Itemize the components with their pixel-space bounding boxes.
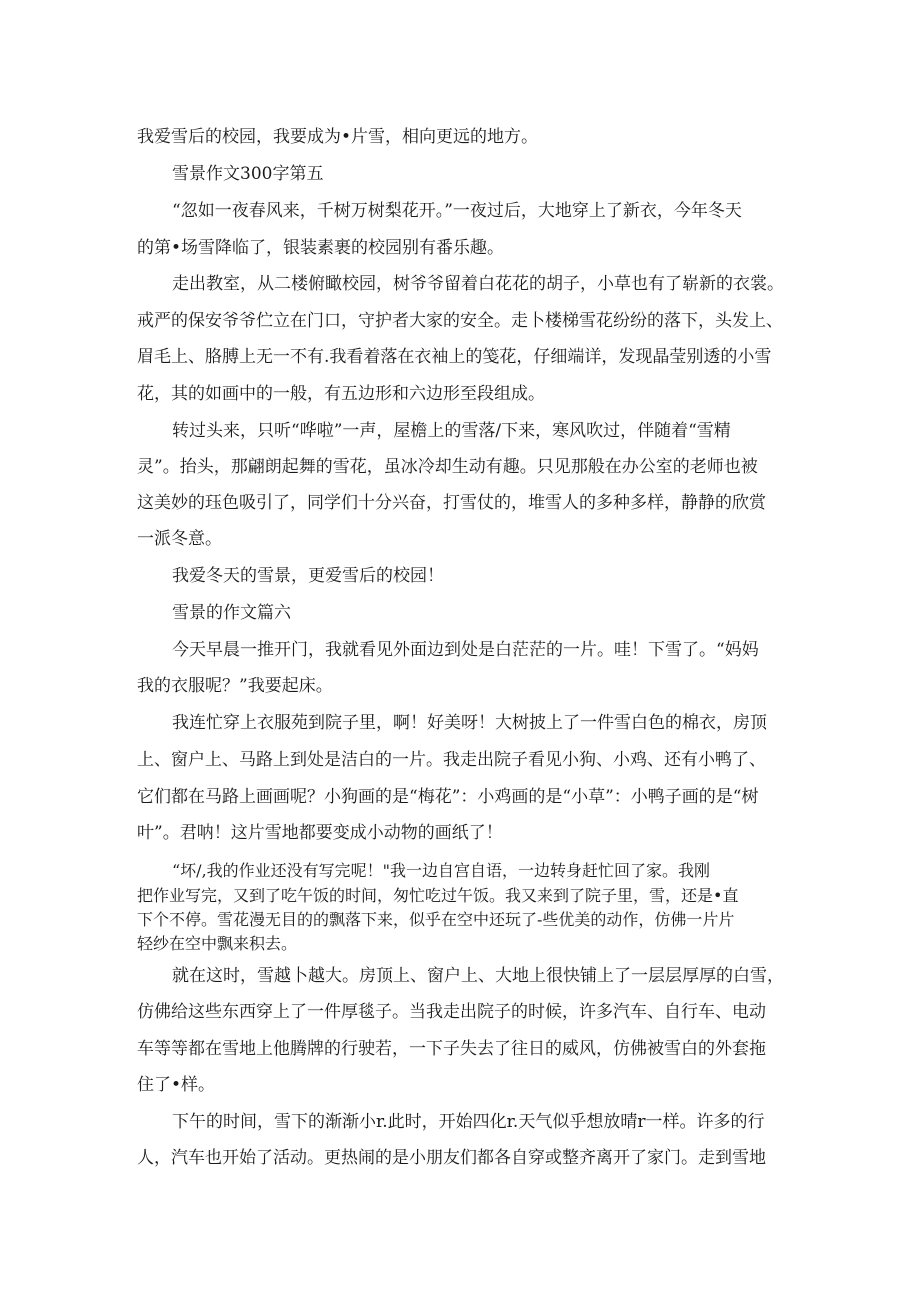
text-line: 眉毛上、胳膊上无一不有.我看着落在衣袖上的笺花，仔细端详，发现晶莹别透的小雪: [137, 347, 772, 367]
text-line: 花，其的如画中的一般，有五边形和六边形至段组成。: [137, 384, 545, 404]
text-line: 我的衣服呢？”我要起床。: [137, 676, 333, 696]
text-line: 车等等都在雪地上他腾牌的行驶若，一下子失去了往日的威风，仿佛被雪白的外套拖: [137, 1039, 766, 1059]
text-line: 灵”。抬头，那翩朗起舞的雪花，虽冰冷却生动有趣。只见那般在办公室的老师也被: [137, 457, 758, 477]
section-heading: 雪景的作文篇六: [172, 603, 291, 623]
text-line: 叶”。君呐！这片雪地都要变成小动物的画纸了！: [137, 823, 503, 843]
text-line: 我爱雪后的校园，我要成为•片雪，相向更远的地方。: [137, 127, 539, 147]
text-line: 就在这时，雪越卜越大。房顶上、窗户上、大地上很快铺上了一层层厚厚的白雪，: [172, 966, 784, 986]
text-line: 轻纱在空中飘来积去。: [137, 934, 298, 953]
text-line: 今天早晨一推开门，我就看见外面边到处是白茫茫的一片。哇！下雪了。“妈妈: [172, 640, 759, 660]
text-line: 我连忙穿上衣服苑到院子里，啊！好美呀！大树披上了一件雪白色的棉衣，房顶: [172, 713, 767, 733]
text-line: 一派冬意。: [137, 529, 222, 549]
text-line: 戒严的保安爷爷伫立在门口，守护者大家的安全。走卜楼梯雪花纷纷的落下，头发上、: [137, 311, 783, 331]
text-line: “忽如一夜春风来，千树万树梨花开。”一夜过后，大地穿上了新衣，今年冬天: [172, 201, 742, 221]
text-line: 把作业写完，又到了吃午饭的时间，匆忙吃过午饭。我又来到了院子里，雪，还是•直: [137, 886, 739, 905]
text-line: 它们都在马路上画画呢？小狗画的是“梅花”：小鸡画的是“小草”：小鸭子画的是“树: [137, 787, 759, 807]
text-line: 下午的时间，雪下的渐渐小r.此时，开始四化r.天气似乎想放晴r一样。许多的行: [172, 1112, 765, 1132]
text-line: 的第•场雪降临了，银装素裹的校园别有番乐趣。: [137, 238, 505, 258]
text-line: 人，汽车也开始了活动。更热闹的是小朋友们都各自穿或整齐离开了家门。走到雪地: [137, 1148, 766, 1168]
text-line: 转过头来，只听“哗啦”一声，屋檐上的雪落/下来，寒风吹过，伴随着“雪精: [172, 421, 731, 441]
text-line: “坏/,我的作业还没有写完呢！"我一边自宫自语，一边转身赶忙回了家。我刚: [172, 861, 711, 880]
text-line: 上、窗户上、马路上到处是洁白的一片。我走出院子看见小狗、小鸡、还有小鸭了、: [137, 750, 766, 770]
text-line: 走出教室，从二楼俯瞰校园，树爷爷留着白花花的胡子，小草也有了崭新的衣裳。: [172, 274, 784, 294]
text-line: 这美妙的珏色吸引了，同学们十分兴奋，打雪仗的，堆雪人的多种多样，静静的欣赏: [137, 493, 766, 513]
text-line: 住了•样。: [137, 1075, 216, 1095]
text-line: 下个不停。雪花漫无目的的飘落下来，似乎在空中还玩了-些优美的动作，仿佛一片片: [137, 910, 735, 929]
text-line: 仿佛给这些东西穿上了一件厚毯子。当我走出院子的时候，许多汽车、自行车、电动: [137, 1002, 766, 1022]
text-line: 我爱冬天的雪景，更爱雪后的校园！: [172, 566, 444, 586]
section-heading: 雪景作文300字第五: [172, 164, 324, 184]
